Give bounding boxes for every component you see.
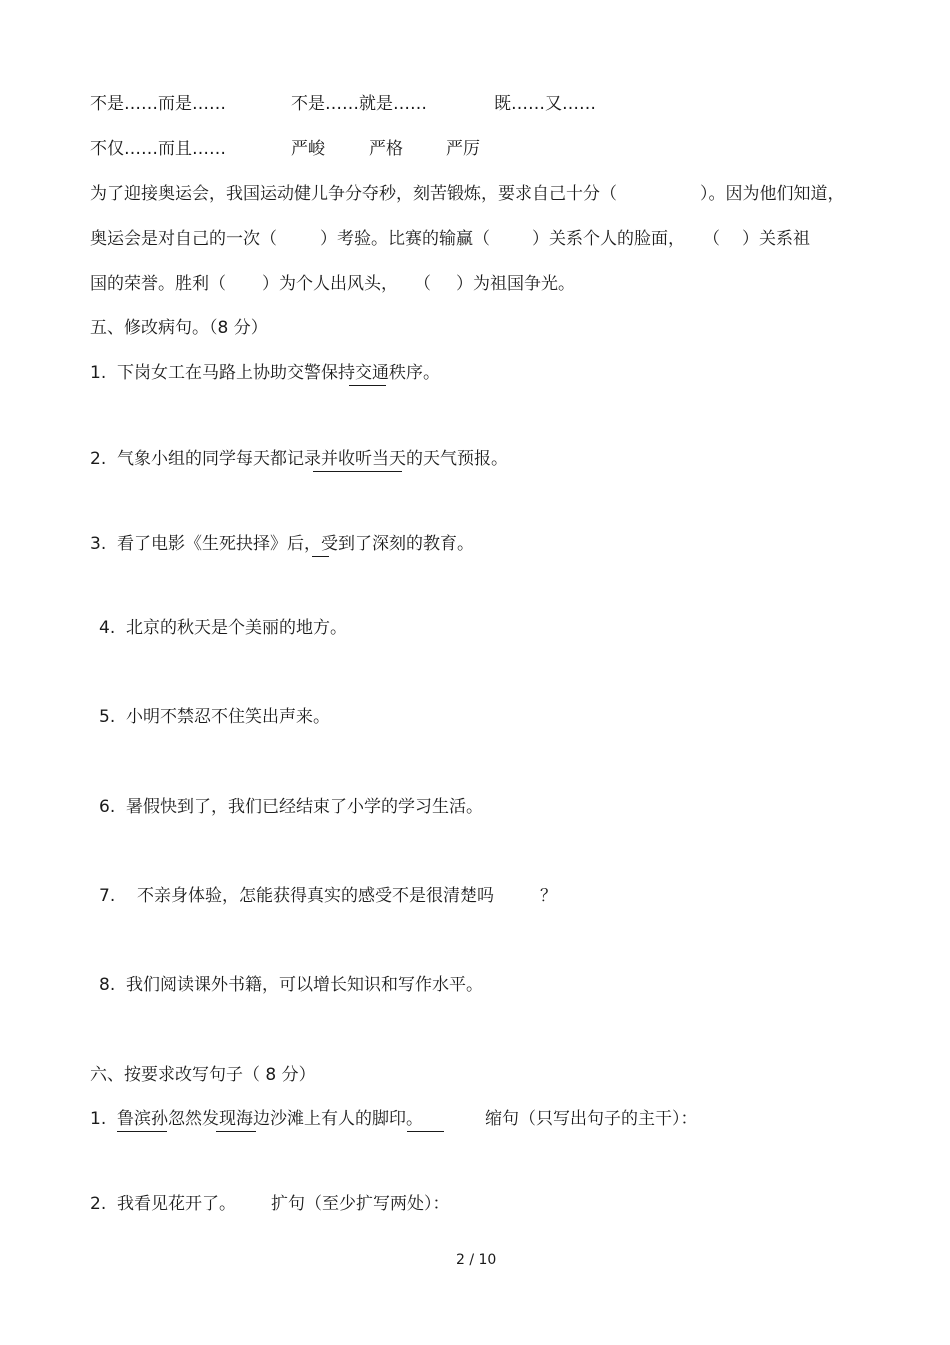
sentence-text: 北京的秋天是个美丽的地方。 [126, 618, 347, 638]
passage-text: （ [414, 274, 431, 294]
item-number: 5. [99, 707, 116, 727]
item-number: 7. [99, 886, 116, 906]
passage-text: （ [703, 229, 720, 249]
sentence-text: 下岗女工在马路上协助交警保持交通秩序。 [117, 363, 440, 383]
sentence-text: 气象小组的同学每天都记录并收听当天的天气预报。 [117, 449, 508, 469]
passage-text: 国的荣誉。胜利（ [90, 274, 226, 294]
question-mark: ？ [540, 886, 557, 906]
word-bank-item: 严格 [369, 139, 403, 159]
item-number: 4. [99, 618, 116, 638]
passage-text: ）为祖国争光。 [456, 274, 575, 294]
underline-mark [349, 385, 386, 386]
underline-mark [313, 471, 402, 472]
passage-text: 为了迎接奥运会，我国运动健儿争分夺秒，刻苦锻炼，要求自己十分（ [90, 184, 617, 204]
passage-text: ）关系祖 [742, 229, 810, 249]
item-number: 2. [90, 449, 107, 469]
sentence-text: 鲁滨孙忽然发现海边沙滩上有人的脚印。 [117, 1109, 423, 1129]
item-number: 3. [90, 534, 107, 554]
word-bank-item: 严厉 [446, 139, 480, 159]
section-title: 六、按要求改写句子（ 8 分） [90, 1065, 316, 1085]
instruction-text: 扩句（至少扩写两处）： [271, 1194, 450, 1214]
instruction-text: 缩句（只写出句子的主干）： [485, 1109, 698, 1129]
section-title: 五、修改病句。（8 分） [90, 318, 268, 338]
item-number: 8. [99, 975, 116, 995]
item-number: 1. [90, 363, 107, 383]
underline-mark [407, 1131, 444, 1132]
sentence-text: 暑假快到了，我们已经结束了小学的学习生活。 [126, 797, 483, 817]
passage-text: ）考验。比赛的输赢（ [320, 229, 490, 249]
word-bank-item: 不仅……而且…… [90, 139, 226, 159]
page-number: 2 / 10 [456, 1252, 497, 1268]
item-number: 2. [90, 1194, 107, 1214]
word-bank-item: 不是……而是…… [90, 94, 226, 114]
word-bank-item: 不是……就是…… [291, 94, 427, 114]
underline-mark [216, 1131, 256, 1132]
word-bank-item: 严峻 [291, 139, 325, 159]
sentence-text: 不亲身体验，怎能获得真实的感受不是很清楚吗 [137, 886, 494, 906]
sentence-text: 我看见花开了。 [117, 1194, 236, 1214]
underline-mark [312, 556, 329, 557]
sentence-text: 看了电影《生死抉择》后，受到了深刻的教育。 [117, 534, 474, 554]
passage-text: ）关系个人的脸面， [532, 229, 685, 249]
item-number: 6. [99, 797, 116, 817]
sentence-text: 小明不禁忍不住笑出声来。 [126, 707, 330, 727]
sentence-text: 我们阅读课外书籍，可以增长知识和写作水平。 [126, 975, 483, 995]
underline-mark [117, 1131, 167, 1132]
word-bank-item: 既……又…… [494, 94, 596, 114]
passage-text: ）为个人出风头， [262, 274, 398, 294]
passage-text: ）。因为他们知道， [700, 184, 845, 204]
passage-text: 奥运会是对自己的一次（ [90, 229, 277, 249]
item-number: 1. [90, 1109, 107, 1129]
